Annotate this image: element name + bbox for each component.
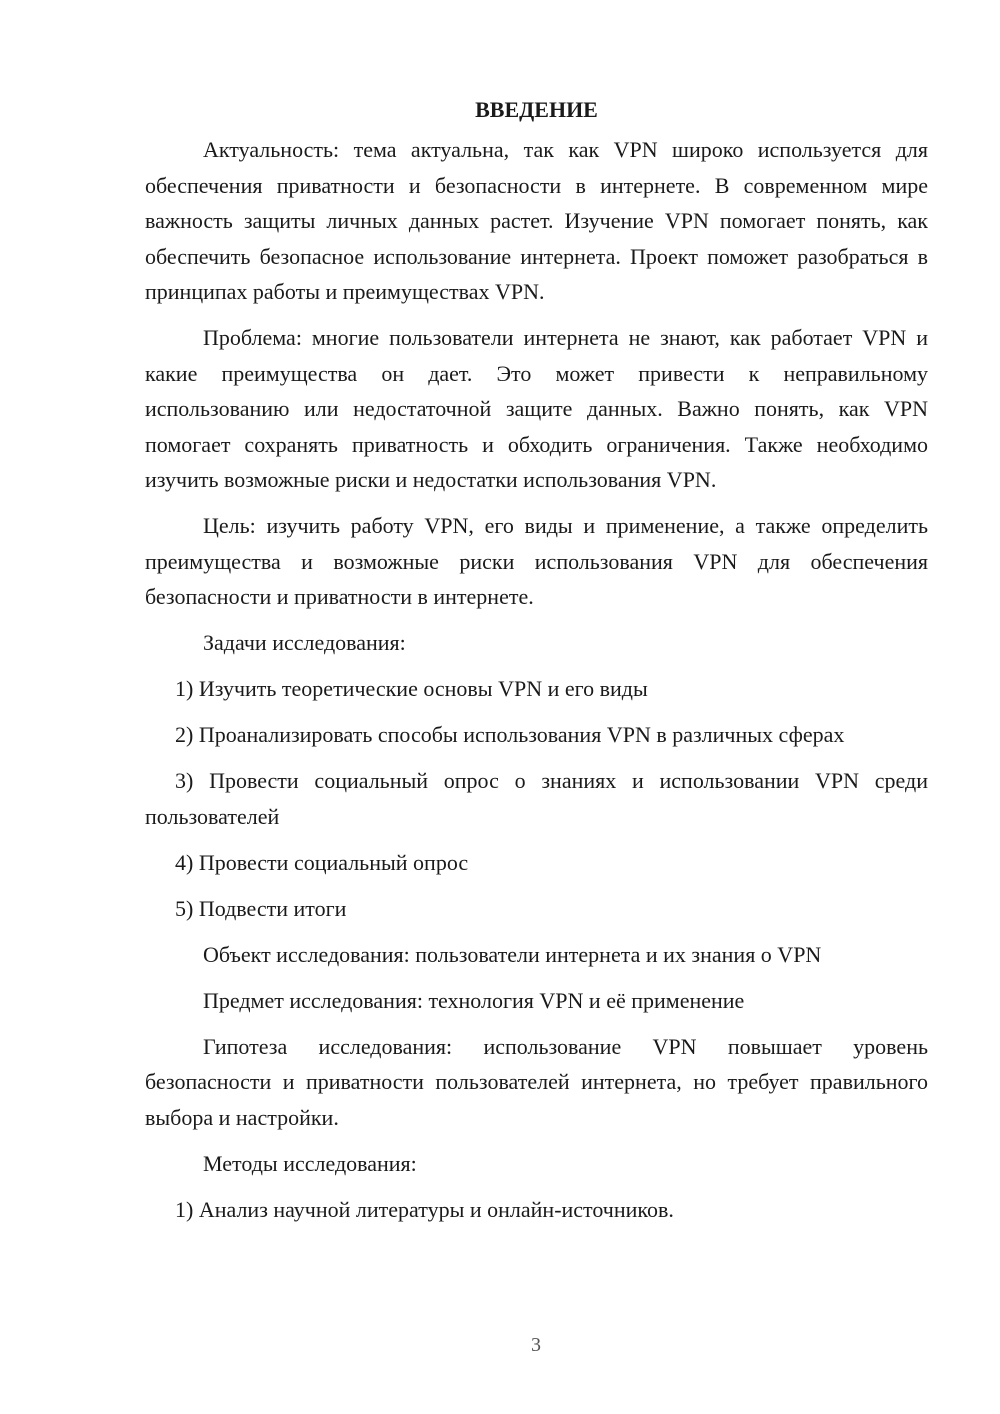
subject-line: Предмет исследования: технология VPN и её применение <box>203 987 745 1013</box>
section-title: ВВЕДЕНИЕ <box>475 97 598 122</box>
problem-paragraph: Проблема: многие пользователи интернета не знают, как работает VPN и какие преимущества он дает. Это может привести к неправильному использованию или недостаточной защите данных. Важно понять, как VPN помогает сохранять приватность и обходить ограничения. Также необходимо изучить возможные риски и недостатки использования VPN. <box>145 325 928 492</box>
document-page <box>145 92 928 1238</box>
methods-list <box>145 1192 928 1228</box>
goal-paragraph: Цель: изучить работу VPN, его виды и применение, а также определить преимущества и возможные риски использования VPN для обеспечения безопасности и приватности в интернете. <box>145 513 928 609</box>
task-item: 2) Проанализировать способы использования VPN в различных сферах <box>175 722 845 747</box>
task-item: 1) Изучить теоретические основы VPN и его виды <box>175 676 648 701</box>
tasks-list <box>145 671 928 926</box>
hypothesis-paragraph: Гипотеза исследования: использование VPN повышает уровень безопасности и приватности пользователей интернета, но требует правильного выбора и настройки. <box>145 1033 928 1130</box>
page-number: 3 <box>531 1334 541 1356</box>
methods-heading: Методы исследования: <box>203 1150 417 1176</box>
method-item: 1) Анализ научной литературы и онлайн-источников. <box>175 1196 674 1222</box>
task-item: 4) Провести социальный опрос <box>175 849 469 875</box>
tasks-heading: Задачи исследования: <box>203 630 406 655</box>
object-line: Объект исследования: пользователи интернета и их знания о VPN <box>203 941 822 967</box>
task-item: 3) Провести социальный опрос о знаниях и использовании VPN среди пользователей <box>145 768 928 829</box>
relevance-paragraph: Актуальность: тема актуальна, так как VPN широко используется для обеспечения приватности и безопасности в интернете. В современном мире важность защиты личных данных растет. Изучение VPN помогает понять, как обеспечить безопасное использование интернета. Проект поможет разобраться в принципах работы и преимуществах VPN. <box>145 137 928 304</box>
task-item: 5) Подвести итоги <box>175 895 347 921</box>
